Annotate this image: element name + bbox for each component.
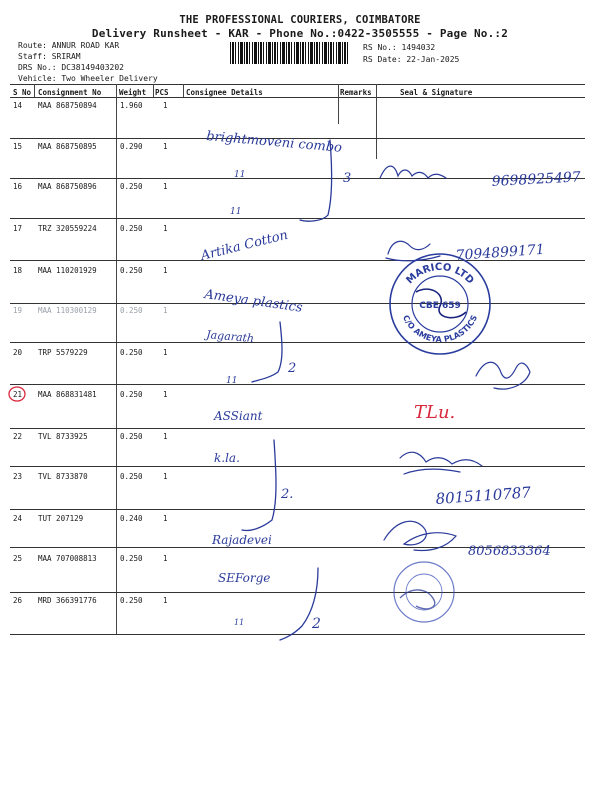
row-pcs: 1 [163, 142, 168, 151]
col-header-sno: S No [13, 88, 32, 97]
row-pcs: 1 [163, 554, 168, 563]
row-pcs: 1 [163, 472, 168, 481]
row-consignment: TVL 8733925 [38, 432, 88, 441]
row-sno: 26 [13, 596, 23, 605]
handwritten-ditto: 11 [226, 376, 238, 386]
stamp-bottom-text: C/O AMEYA PLASTICS [400, 313, 480, 345]
row-weight: 0.250 [120, 306, 143, 315]
row-sno: 19 [13, 306, 23, 315]
handwritten-consignee: Artika Cotton [199, 227, 290, 264]
row-sno: 16 [13, 182, 23, 191]
rs-date: RS Date: 22-Jan-2025 [363, 55, 460, 64]
handwritten-consignee: ASSiant [214, 409, 263, 423]
document-title: THE PROFESSIONAL COURIERS, COIMBATORE [179, 14, 421, 26]
row-weight: 0.250 [120, 596, 143, 605]
row-consignment: MAA 868831481 [38, 390, 97, 399]
row-weight: 0.250 [120, 224, 143, 233]
row-sno: 14 [13, 101, 23, 110]
signature-scribble [400, 452, 482, 474]
row-pcs: 1 [163, 514, 168, 523]
row-weight: 0.250 [120, 390, 143, 399]
stamp-center-text: CBE 659 [419, 301, 461, 311]
runsheet-subtitle: Delivery Runsheet - KAR - Phone No.:0422-3505555 - Page No.:2 [91, 27, 509, 40]
handwritten-phone: 8015110787 [435, 483, 532, 508]
col-header-consignment: Consignment No [38, 88, 102, 97]
row-sno: 17 [13, 224, 23, 233]
handwritten-remark: 3 [343, 171, 352, 186]
signature-scribble [380, 166, 446, 178]
handwritten-consignee: SEForge [218, 571, 271, 585]
col-header-remarks: Remarks [340, 88, 372, 97]
faded-stamp [394, 562, 454, 622]
col-header-pcs: PCS [155, 88, 169, 97]
row-consignment: MRD 366391776 [38, 596, 97, 605]
row-sno: 18 [13, 266, 23, 275]
row-consignment: MAA 707008813 [38, 554, 97, 563]
row-sno: 21 [13, 390, 23, 399]
handwritten-signature-red: TLu. [414, 402, 456, 423]
handwritten-consignee: Jagarath [205, 328, 255, 346]
handwritten-phone: 9698925497 [491, 169, 582, 190]
row-pcs: 1 [163, 182, 168, 191]
signature-scribble [476, 362, 530, 389]
company-stamp [390, 254, 490, 354]
row-pcs: 1 [163, 266, 168, 275]
handwritten-consignee: Rajadevei [212, 533, 272, 547]
row-pcs: 1 [163, 596, 168, 605]
rs-number: RS No.: 1494032 [363, 43, 436, 52]
handwritten-ditto: 11 [230, 207, 242, 217]
row-consignment: MAA 110300129 [38, 306, 97, 315]
faded-stamp-inner [406, 574, 442, 610]
handwritten-consignee: Ameya plastics [203, 287, 304, 316]
handwritten-phone: 8056833364 [468, 544, 551, 559]
stamp-top-text: MARICO LTD [404, 261, 476, 287]
row-consignment: MAA 868750894 [38, 101, 97, 110]
staff-label: Staff: SRIRAM [18, 52, 81, 61]
route-label: Route: ANNUR ROAD KAR [18, 41, 120, 50]
row-consignment: TRP 5579229 [38, 348, 88, 357]
handwritten-bracket [242, 440, 276, 531]
col-header-seal: Seal & Signature [400, 88, 473, 97]
vehicle-label: Vehicle: Two Wheeler Delivery [18, 74, 158, 83]
row-sno: 15 [13, 142, 23, 151]
row-pcs: 1 [163, 101, 168, 110]
row-weight: 0.250 [120, 182, 143, 191]
row-consignment: TVL 8733870 [38, 472, 88, 481]
handwritten-consignee: brightmoveni combo [205, 129, 343, 156]
faded-stamp-ring [394, 562, 454, 622]
faded-stamp-scribble [400, 590, 435, 609]
row-weight: 0.250 [120, 348, 143, 357]
handwritten-mark: 2 [288, 361, 297, 376]
row-pcs: 1 [163, 390, 168, 399]
col-header-weight: Weight [119, 88, 147, 97]
row-sno: 24 [13, 514, 23, 523]
handwritten-mark: 2. [281, 487, 294, 502]
red-circle-mark [9, 387, 25, 401]
row-consignment: MAA 868750896 [38, 182, 97, 191]
signature-scribble [386, 241, 440, 260]
row-weight: 0.250 [120, 266, 143, 275]
row-weight: 0.250 [120, 432, 143, 441]
row-weight: 1.960 [120, 101, 143, 110]
row-pcs: 1 [163, 224, 168, 233]
row-weight: 0.240 [120, 514, 143, 523]
row-pcs: 1 [163, 348, 168, 357]
row-consignment: TUT 207129 [38, 514, 84, 523]
row-sno: 25 [13, 554, 23, 563]
handwritten-consignee: k.la. [214, 451, 240, 465]
row-consignment: MAA 110201929 [38, 266, 97, 275]
handwritten-mark: 2 [312, 616, 321, 632]
row-weight: 0.250 [120, 554, 143, 563]
row-weight: 0.290 [120, 142, 143, 151]
row-sno: 22 [13, 432, 23, 441]
row-pcs: 1 [163, 432, 168, 441]
signature-scribble [384, 521, 456, 550]
row-weight: 0.250 [120, 472, 143, 481]
row-consignment: TRZ 320559224 [38, 224, 97, 233]
handwritten-ditto: 11 [234, 170, 246, 180]
row-sno: 20 [13, 348, 23, 357]
handwritten-bracket [252, 322, 282, 382]
drs-number: DRS No.: DC38149403202 [18, 63, 124, 72]
handwritten-phone: 7094899171 [455, 241, 546, 264]
col-header-consignee: Consignee Details [186, 88, 263, 97]
row-sno: 23 [13, 472, 23, 481]
row-pcs: 1 [163, 306, 168, 315]
handwritten-ditto: 11 [234, 618, 245, 627]
row-consignment: MAA 868750895 [38, 142, 97, 151]
